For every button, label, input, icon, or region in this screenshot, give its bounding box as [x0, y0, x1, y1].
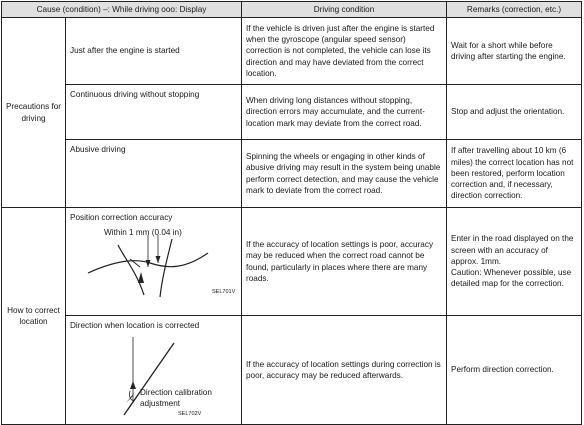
header-cause: Cause (condition) –: While driving ooo: Display — [2, 2, 242, 18]
driving-cell: If the accuracy of location settings during correction is poor, accuracy may be reduced afterwards. — [242, 316, 447, 425]
table-row — [2, 18, 582, 85]
cause-cell: Just after the engine is started — [66, 18, 242, 85]
figure-label: Direction calibration adjustment — [140, 388, 212, 409]
driving-cell: When driving long distances without stopping, direction errors may accumulate, and the current-location mark may deviate from the correct road. — [242, 85, 447, 140]
category-precautions: Precautions for driving — [2, 18, 66, 208]
figure-label: Within 1 mm (0.04 in) — [104, 228, 182, 238]
header-row — [2, 2, 582, 18]
direction-correction-figure — [70, 331, 237, 417]
remarks-cell: Enter in the road displayed on the screen with an accuracy of approx. 1mm. Caution: Whenever possible, use detailed map for the correction. — [447, 208, 582, 316]
category-correct-location: How to correct location — [2, 208, 66, 425]
remarks-cell: Wait for a short while before driving after starting the engine. — [447, 18, 582, 85]
remarks-cell: If after travelling about 10 km (6 miles) the correct location has not been restored, perform location correction and, if necessary, direction correction. — [447, 140, 582, 208]
table-row — [2, 316, 582, 425]
position-correction-figure — [70, 223, 237, 301]
table-row — [2, 85, 582, 140]
remarks-cell: Stop and adjust the orientation. — [447, 85, 582, 140]
table-row — [2, 208, 582, 316]
header-driving-condition: Driving condition — [242, 2, 447, 18]
table-row — [2, 140, 582, 208]
header-remarks: Remarks (correction, etc.) — [447, 2, 582, 18]
cause-cell — [66, 208, 242, 316]
driving-cell: If the accuracy of location settings is poor, accuracy may be reduced when the correct road cannot be found, particularly in places where there are many roads. — [242, 208, 447, 316]
cause-title: Direction when location is corrected — [70, 321, 200, 330]
cause-cell: Abusive driving — [66, 140, 242, 208]
conditions-table — [1, 1, 582, 425]
figure-code: SEL701V — [212, 289, 236, 296]
cause-cell: Continuous driving without stopping — [66, 85, 242, 140]
cause-title: Position correction accuracy — [70, 213, 173, 222]
driving-cell: Spinning the wheels or engaging in other kinds of abusive driving may result in the system being unable perform correct detection, and may cause the vehicle mark to deviate from the correct road. — [242, 140, 447, 208]
cause-cell — [66, 316, 242, 425]
remarks-cell: Perform direction correction. — [447, 316, 582, 425]
driving-cell: If the vehicle is driven just after the engine is started when the gyroscope (angular speed sensor) correction is not completed, the vehicle can lose its direction and may have deviated from the correct location. — [242, 18, 447, 85]
figure-code: SEL702V — [178, 411, 202, 418]
